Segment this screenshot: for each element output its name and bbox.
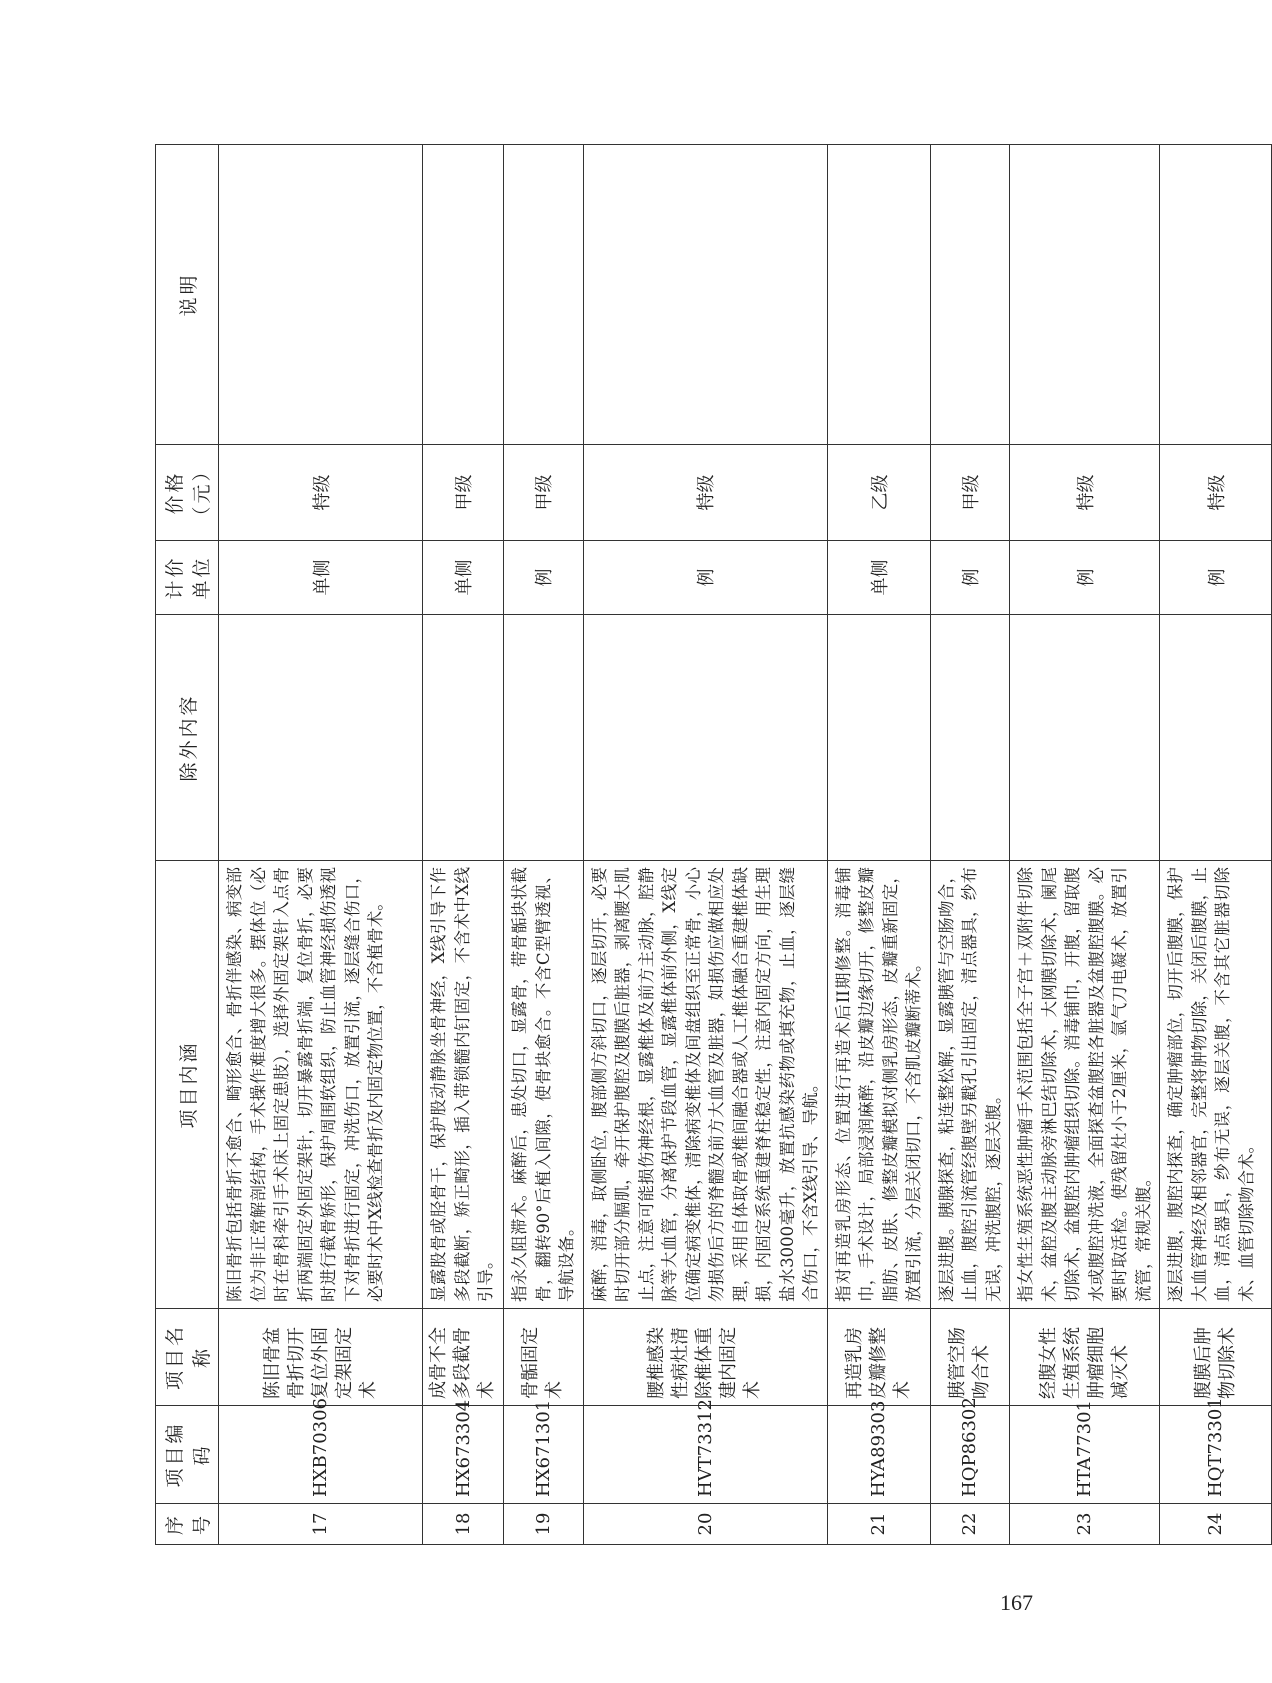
row-code: HXB70306 [219, 1406, 423, 1504]
row-exclusion [219, 615, 423, 861]
row-seq: 23 [1010, 1504, 1160, 1545]
row-name: 腹膜后肿物切除术 [1160, 1309, 1272, 1406]
row-note [1160, 145, 1272, 445]
page-number: 167 [1000, 1590, 1033, 1615]
row-exclusion [504, 615, 584, 861]
row-name: 腰椎感染性病灶清除椎体重建内固定术 [583, 1309, 827, 1406]
header-code: 项目编码 [156, 1406, 219, 1504]
header-unit: 计价单位 [156, 541, 219, 615]
row-exclusion [423, 615, 504, 861]
row-price: 甲级 [504, 445, 584, 541]
row-exclusion [583, 615, 827, 861]
row-code: HVT73312 [583, 1406, 827, 1504]
table-row [1010, 145, 1160, 1545]
table-row [827, 145, 930, 1545]
row-price: 甲级 [930, 445, 1010, 541]
row-seq: 17 [219, 1504, 423, 1545]
row-seq: 24 [1160, 1504, 1272, 1545]
row-code: HX671301 [504, 1406, 584, 1504]
header-exclusion: 除外内容 [156, 615, 219, 861]
row-note [423, 145, 504, 445]
row-content: 陈旧骨折包括骨折不愈合、畸形愈合、骨折伴感染、病变部位为非正常解剖结构，手术操作难度增大很多。摆体位（必时在骨科牵引手术床上固定患肢），选择外固定架针入点骨折两端固定外固定架针，切开暴露骨折端，复位骨折，必要时进行截骨矫形，保护周围软组织，防止血管神经损伤透视下对骨折进行固定，冲洗伤口，放置引流，逐层缝合伤口，必要时术中X线检查骨折及内固定物位置，不含植骨术。 [219, 861, 423, 1309]
row-note [827, 145, 930, 445]
header-content: 项目内涵 [156, 861, 219, 1309]
row-name: 再造乳房皮瓣修整术 [827, 1309, 930, 1406]
row-price: 特级 [1160, 445, 1272, 541]
row-unit: 例 [504, 541, 584, 615]
row-price: 特级 [219, 445, 423, 541]
row-price: 乙级 [827, 445, 930, 541]
row-exclusion [930, 615, 1010, 861]
row-content: 显露股骨或胫骨干，保护股动静脉坐骨神经，X线引导下作多段截断，矫正畸形，插入带锁髓内钉固定，不含术中X线引导。 [423, 861, 504, 1309]
row-exclusion [827, 615, 930, 861]
row-name: 陈旧骨盆骨折切开复位外固定架固定术 [219, 1309, 423, 1406]
rotated-page-table [155, 145, 1256, 1545]
row-code: HQT73301 [1160, 1406, 1272, 1504]
row-exclusion [1010, 615, 1160, 861]
header-note: 说明 [156, 145, 219, 445]
price-table [155, 144, 1272, 1545]
row-note [1010, 145, 1160, 445]
row-code: HYA89303 [827, 1406, 930, 1504]
row-code: HX673304 [423, 1406, 504, 1504]
header-name: 项目名称 [156, 1309, 219, 1406]
row-unit: 例 [1010, 541, 1160, 615]
row-content: 逐层进腹。胰腺探查，粘连整松解，显露胰管与空肠吻合，止血，腹腔引流管经腹壁另戳孔引出固定，清点器具，纱布无误，冲洗腹腔，逐层关腹。 [930, 861, 1010, 1309]
row-code: HQP86302 [930, 1406, 1010, 1504]
table-row [930, 145, 1010, 1545]
table-row [583, 145, 827, 1545]
header-row [156, 145, 219, 1545]
row-seq: 22 [930, 1504, 1010, 1545]
row-note [504, 145, 584, 445]
row-unit: 例 [930, 541, 1010, 615]
row-code: HTA77301 [1010, 1406, 1160, 1504]
header-price: 价格（元） [156, 445, 219, 541]
row-unit: 单侧 [423, 541, 504, 615]
row-content: 指女性生殖系统恶性肿瘤手术范围包括全子宫＋双附件切除术，盆腔及腹主动脉旁淋巴结切除术，大网膜切除术，阑尾切除术，盆腹腔内肿瘤组织切除。消毒铺巾，开腹，留取腹水或腹腔冲洗液，全面探查盆腹腔各脏器及盆腹腔腹膜。必要时取活检。使残留灶小于2厘米，氩气刀电凝术，放置引流管，常规关腹。 [1010, 861, 1160, 1309]
row-content: 指对再造乳房形态、位置进行再造术后II期修整。消毒铺巾，手术设计，局部浸润麻醉，沿皮瓣边缘切开，修整皮瓣脂肪、皮肤、修整皮瓣模拟对侧乳房形态，皮瓣重新固定，放置引流，分层关闭切口，不含肌皮瓣断蒂术。 [827, 861, 930, 1309]
header-seq: 序号 [156, 1504, 219, 1545]
row-content: 逐层进腹，腹腔内探查，确定肿瘤部位，切开后腹膜，保护大血管神经及相邻器官，完整将肿物切除，关闭后腹膜，止血，清点器具，纱布无误，逐层关腹，不含其它脏器切除术、血管切除吻合术。 [1160, 861, 1272, 1309]
row-content: 指永久阻滞术。麻醉后，患处切口，显露骨，带骨骺块状截骨，翻转90°后植入间隙，使骨块愈合。不含C型臂透视、导航设备。 [504, 861, 584, 1309]
row-name: 成骨不全多段截骨术 [423, 1309, 504, 1406]
row-name: 经腹女性生殖系统肿瘤细胞减灭术 [1010, 1309, 1160, 1406]
row-unit: 单侧 [827, 541, 930, 615]
row-exclusion [1160, 615, 1272, 861]
row-seq: 19 [504, 1504, 584, 1545]
row-unit: 单侧 [219, 541, 423, 615]
row-seq: 18 [423, 1504, 504, 1545]
table-row [504, 145, 584, 1545]
row-price: 特级 [583, 445, 827, 541]
row-note [930, 145, 1010, 445]
row-price: 甲级 [423, 445, 504, 541]
row-note [219, 145, 423, 445]
table-row [219, 145, 423, 1545]
row-name: 胰管空肠吻合术 [930, 1309, 1010, 1406]
row-seq: 20 [583, 1504, 827, 1545]
row-note [583, 145, 827, 445]
table-row [423, 145, 504, 1545]
row-name: 骨骺固定术 [504, 1309, 584, 1406]
table-row [1160, 145, 1272, 1545]
row-seq: 21 [827, 1504, 930, 1545]
row-price: 特级 [1010, 445, 1160, 541]
row-unit: 例 [583, 541, 827, 615]
row-unit: 例 [1160, 541, 1272, 615]
row-content: 麻醉，消毒，取侧卧位，腹部侧方斜切口，逐层切开，必要时切开部分膈肌，牵开保护腹腔及腹膜后脏器，剥离腰大肌止点，注意可能损伤神经根，显露椎体及前方主动脉，腔静脉等大血管，分离保护节段血管，显露椎体前外侧，X线定位确定病变椎体，清除病变椎体及间盘组织至正常骨，小心勿损伤后方的脊髓及前方大血管及脏器，如损伤应做相应处理，采用自体取骨或椎间融合器或人工椎体融合重建椎体缺损，内固定系统重建脊柱稳定性，注意内固定方向，用生理盐水3000毫升，放置抗感染药物或填充物，止血，逐层缝合伤口，不含X线引导、导航。 [583, 861, 827, 1309]
